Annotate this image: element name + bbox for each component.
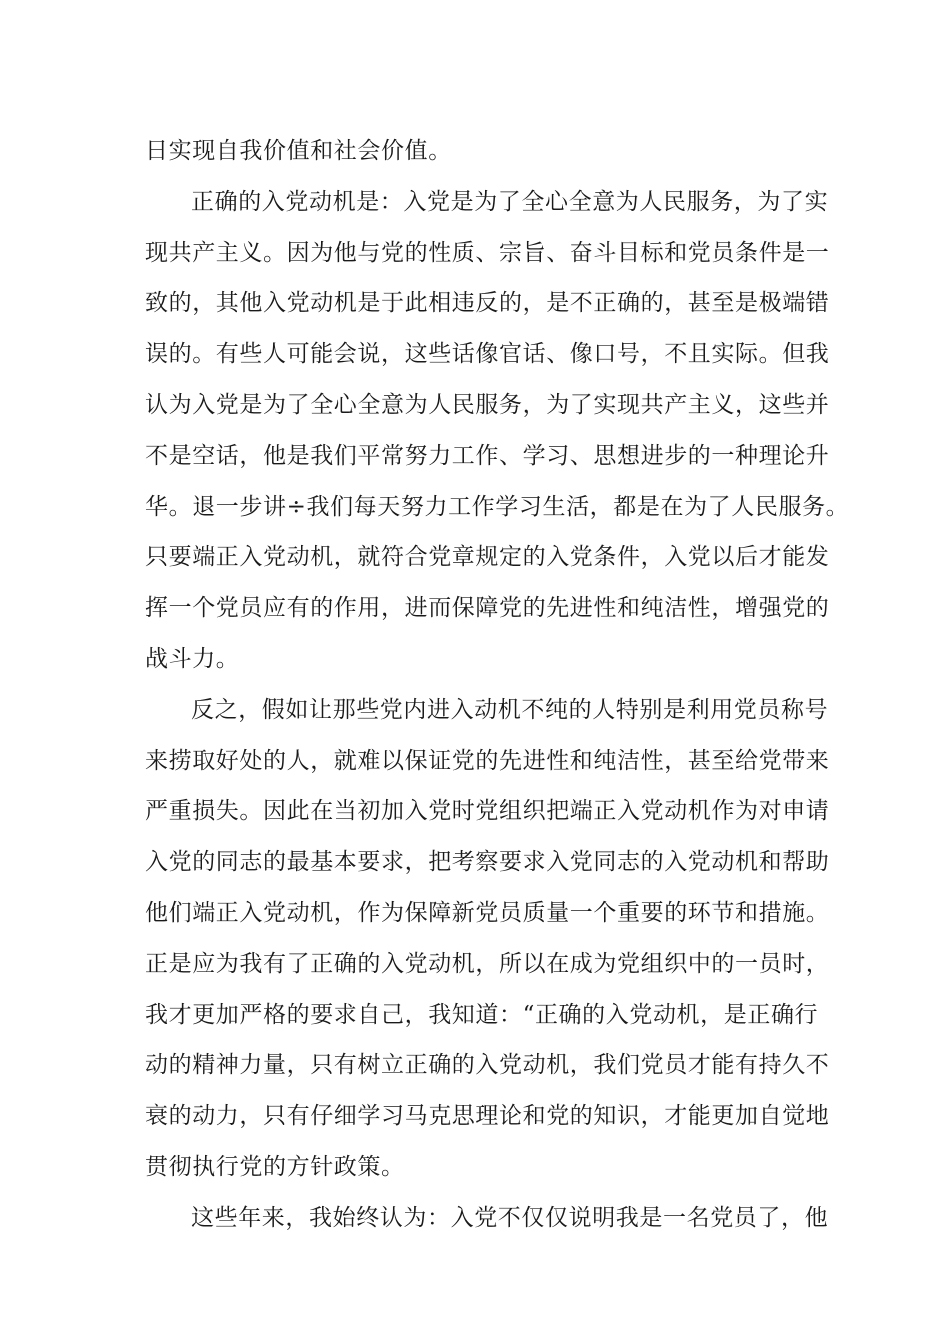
text-line: 严重损失。因此在当初加入党时党组织把端正入党动机作为对申请 [145,798,830,825]
text-line: 致的，其他入党动机是于此相违反的，是不正确的，甚至是极端错 [145,290,830,317]
text-line: 日实现自我价值和社会价值。 [145,138,452,164]
text-line: 正是应为我有了正确的入党动机，所以在成为党组织中的一员时， [145,950,830,977]
text-line: 现共产主义。因为他与党的性质、宗旨、奋斗目标和党员条件是一 [145,239,830,266]
text-line: 动的精神力量，只有树立正确的入党动机，我们党员才能有持久不 [145,1052,830,1079]
text-line: 正确的入党动机是：入党是为了全心全意为人民服务，为了实 [191,188,829,215]
text-line: 认为入党是为了全心全意为人民服务，为了实现共产主义，这些并 [145,391,830,418]
document-body [145,126,850,1244]
text-line: 我才更加严格的要求自己，我知道：“正确的入党动机，是正确行 [145,1001,819,1028]
text-line: 衰的动力，只有仔细学习马克思理论和党的知识，才能更加自觉地 [145,1103,830,1130]
text-line: 挥一个党员应有的作用，进而保障党的先进性和纯洁性，增强党的 [145,595,830,622]
text-line: 他们端正入党动机，作为保障新党员质量一个重要的环节和措施。 [145,899,830,926]
text-line: 华。退一步讲÷我们每天努力工作学习生活，都是在为了人民服务。 [145,493,850,520]
text-line: 入党的同志的最基本要求，把考察要求入党同志的入党动机和帮助 [145,849,830,876]
text-line: 只要端正入党动机，就符合党章规定的入党条件，入党以后才能发 [145,544,830,571]
text-line: 这些年来，我始终认为：入党不仅仅说明我是一名党员了，他 [191,1204,829,1231]
text-line: 误的。有些人可能会说，这些话像官话、像口号，不且实际。但我 [145,341,830,368]
text-line: 来捞取好处的人，就难以保证党的先进性和纯洁性，甚至给党带来 [145,747,830,774]
text-line: 不是空话，他是我们平常努力工作、学习、思想进步的一种理论升 [145,442,830,469]
text-line: 战斗力。 [145,645,240,672]
text-line: 贯彻执行党的方针政策。 [145,1153,405,1180]
text-line: 反之，假如让那些党内进入动机不纯的人特别是利用党员称号 [191,696,829,723]
